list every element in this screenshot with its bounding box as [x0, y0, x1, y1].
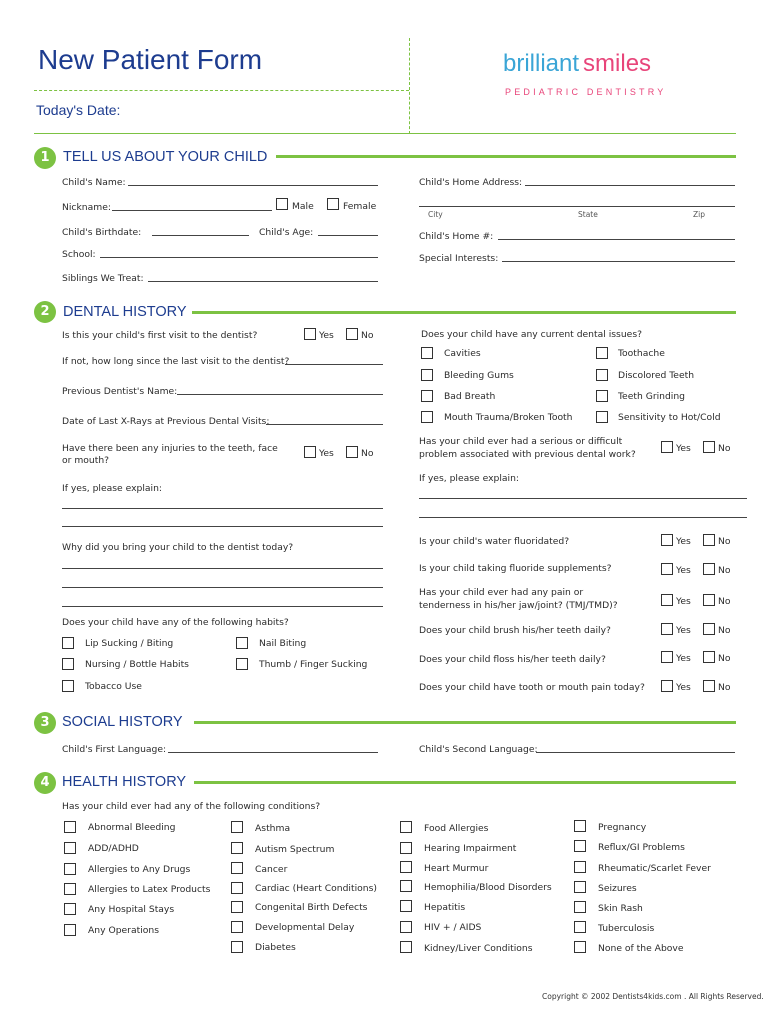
jaw-yes-checkbox[interactable] — [661, 594, 673, 606]
condition-checkbox[interactable] — [231, 921, 243, 933]
condition-checkbox[interactable] — [400, 861, 412, 873]
condition-label: ADD/ADHD — [88, 843, 139, 854]
section-number-4: 4 — [34, 772, 56, 794]
condition-checkbox[interactable] — [574, 881, 586, 893]
condition-checkbox[interactable] — [574, 941, 586, 953]
supplements-yes-checkbox[interactable] — [661, 563, 673, 575]
first-language-label: Child's First Language: — [62, 744, 167, 755]
fluoridated-no-label: No — [718, 536, 731, 547]
issue-checkbox[interactable] — [421, 347, 433, 359]
difficult-question-line-2: problem associated with previous dental work? — [419, 449, 636, 460]
condition-checkbox[interactable] — [400, 900, 412, 912]
condition-checkbox[interactable] — [400, 941, 412, 953]
habit-label: Thumb / Finger Sucking — [259, 659, 368, 670]
habit-label: Nail Biting — [259, 638, 307, 649]
nickname-field[interactable] — [112, 210, 272, 211]
habits-question: Does your child have any of the following habits? — [62, 617, 289, 628]
first-visit-no-label: No — [361, 330, 374, 341]
brush-no-checkbox[interactable] — [703, 623, 715, 635]
section-number-1: 1 — [34, 147, 56, 169]
jaw-no-label: No — [718, 596, 731, 607]
issue-checkbox[interactable] — [596, 390, 608, 402]
first-language-field[interactable] — [168, 752, 378, 753]
issue-label: Toothache — [618, 348, 665, 359]
age-field[interactable] — [318, 235, 378, 236]
brand-logo — [503, 50, 651, 78]
condition-checkbox[interactable] — [574, 901, 586, 913]
floss-yes-label: Yes — [676, 653, 691, 664]
section-2-rule — [192, 311, 736, 314]
condition-label: Cancer — [255, 864, 288, 875]
siblings-field[interactable] — [148, 281, 378, 282]
xrays-label: Date of Last X-Rays at Previous Dental Visits: — [62, 416, 270, 427]
last-visit-question: If not, how long since the last visit to the dentist? — [62, 356, 290, 367]
header-dashed-divider — [34, 90, 409, 91]
condition-checkbox[interactable] — [64, 842, 76, 854]
condition-label: Hemophilia/Blood Disorders — [424, 882, 552, 893]
home-address-line-2[interactable] — [419, 206, 735, 207]
habit-label: Nursing / Bottle Habits — [85, 659, 189, 670]
condition-label: Reflux/GI Problems — [598, 842, 685, 853]
age-label: Child's Age: — [259, 227, 314, 238]
birthdate-field[interactable] — [152, 235, 249, 236]
first-visit-yes-checkbox[interactable] — [304, 328, 316, 340]
header-vertical-divider — [409, 38, 410, 134]
difficult-no-label: No — [718, 443, 731, 454]
difficult-question-line-1: Has your child ever had a serious or difficult — [419, 436, 623, 447]
first-visit-yes-label: Yes — [319, 330, 334, 341]
second-language-field[interactable] — [536, 752, 735, 753]
home-phone-field[interactable] — [498, 239, 735, 240]
prev-dentist-label: Previous Dentist's Name: — [62, 386, 178, 397]
habit-checkbox[interactable] — [62, 658, 74, 670]
childs-name-label: Child's Name: — [62, 177, 126, 188]
condition-label: Hepatitis — [424, 902, 466, 913]
habit-label: Lip Sucking / Biting — [85, 638, 174, 649]
condition-label: Congenital Birth Defects — [255, 902, 368, 913]
condition-checkbox[interactable] — [64, 821, 76, 833]
jaw-no-checkbox[interactable] — [703, 594, 715, 606]
condition-label: Diabetes — [255, 942, 296, 953]
female-checkbox[interactable] — [327, 198, 339, 210]
section-title-social: SOCIAL HISTORY — [62, 714, 183, 730]
condition-label: Asthma — [255, 823, 291, 834]
fluoridated-no-checkbox[interactable] — [703, 534, 715, 546]
condition-label: Developmental Delay — [255, 922, 355, 933]
pain-yes-label: Yes — [676, 682, 691, 693]
issue-label: Teeth Grinding — [618, 391, 686, 402]
home-phone-label: Child's Home #: — [419, 231, 494, 242]
condition-label: Any Hospital Stays — [88, 904, 175, 915]
pain-question: Does your child have tooth or mouth pain today? — [419, 682, 645, 693]
jaw-question-line-2: tenderness in his/her jaw/joint? (TMJ/TMD)? — [419, 600, 618, 611]
condition-checkbox[interactable] — [574, 820, 586, 832]
condition-checkbox[interactable] — [400, 921, 412, 933]
section-4-rule — [194, 781, 736, 784]
habit-label: Tobacco Use — [85, 681, 142, 692]
condition-checkbox[interactable] — [400, 842, 412, 854]
condition-label: Autism Spectrum — [255, 844, 335, 855]
supplements-no-checkbox[interactable] — [703, 563, 715, 575]
habit-checkbox[interactable] — [236, 658, 248, 670]
last-visit-field[interactable] — [285, 364, 383, 365]
prev-dentist-field[interactable] — [177, 394, 383, 395]
jaw-yes-label: Yes — [676, 596, 691, 607]
xrays-field[interactable] — [266, 424, 383, 425]
header-bottom-line — [34, 133, 736, 134]
condition-checkbox[interactable] — [231, 842, 243, 854]
issue-checkbox[interactable] — [421, 369, 433, 381]
condition-label: Hearing Impairment — [424, 843, 517, 854]
injuries-no-checkbox[interactable] — [346, 446, 358, 458]
condition-checkbox[interactable] — [231, 882, 243, 894]
issue-label: Sensitivity to Hot/Cold — [618, 412, 721, 423]
habit-checkbox[interactable] — [62, 680, 74, 692]
condition-label: Any Operations — [88, 925, 159, 936]
todays-date-label: Today's Date: — [36, 102, 121, 118]
issue-label: Bad Breath — [444, 391, 496, 402]
condition-label: Allergies to Any Drugs — [88, 864, 191, 875]
female-label: Female — [343, 201, 377, 212]
siblings-label: Siblings We Treat: — [62, 273, 144, 284]
difficult-explain-line-1[interactable] — [419, 498, 747, 499]
condition-checkbox[interactable] — [574, 921, 586, 933]
condition-label: Abnormal Bleeding — [88, 822, 176, 833]
why-visit-question: Why did you bring your child to the dentist today? — [62, 542, 294, 553]
first-visit-question: Is this your child's first visit to the dentist? — [62, 330, 258, 341]
condition-checkbox[interactable] — [231, 901, 243, 913]
second-language-label: Child's Second Language: — [419, 744, 538, 755]
injuries-yes-checkbox[interactable] — [304, 446, 316, 458]
habit-checkbox[interactable] — [62, 637, 74, 649]
supplements-question: Is your child taking fluoride supplements? — [419, 563, 612, 574]
section-number-2: 2 — [34, 301, 56, 323]
section-3-rule — [194, 721, 736, 724]
issue-label: Mouth Trauma/Broken Tooth — [444, 412, 573, 423]
school-label: School: — [62, 249, 96, 260]
issue-checkbox[interactable] — [596, 369, 608, 381]
jaw-question-line-1: Has your child ever had any pain or — [419, 587, 584, 598]
brush-yes-label: Yes — [676, 625, 691, 636]
pain-no-checkbox[interactable] — [703, 680, 715, 692]
supplements-yes-label: Yes — [676, 565, 691, 576]
interests-label: Special Interests: — [419, 253, 499, 264]
condition-checkbox[interactable] — [400, 821, 412, 833]
logo-subtitle: PEDIATRIC DENTISTRY — [505, 87, 667, 97]
issue-checkbox[interactable] — [421, 390, 433, 402]
floss-question: Does your child floss his/her teeth daily? — [419, 654, 606, 665]
difficult-explain-line-2[interactable] — [419, 517, 747, 518]
issue-checkbox[interactable] — [421, 411, 433, 423]
male-label: Male — [292, 201, 314, 212]
condition-label: Food Allergies — [424, 823, 489, 834]
logo-word-brilliant: brilliant — [503, 50, 580, 77]
section-number-3: 3 — [34, 712, 56, 734]
condition-label: Seizures — [598, 883, 637, 894]
difficult-yes-checkbox[interactable] — [661, 441, 673, 453]
health-question: Has your child ever had any of the following conditions? — [62, 801, 321, 812]
condition-label: Cardiac (Heart Conditions) — [255, 883, 377, 894]
section-title-dental: DENTAL HISTORY — [63, 304, 187, 320]
brush-question: Does your child brush his/her teeth daily? — [419, 625, 611, 636]
condition-checkbox[interactable] — [231, 941, 243, 953]
condition-label: Pregnancy — [598, 822, 647, 833]
injuries-question-line-1: Have there been any injuries to the teeth, face — [62, 443, 278, 454]
brush-no-label: No — [718, 625, 731, 636]
zip-label: Zip — [693, 210, 705, 219]
childs-name-field[interactable] — [128, 185, 378, 186]
birthdate-label: Child's Birthdate: — [62, 227, 142, 238]
first-visit-no-checkbox[interactable] — [346, 328, 358, 340]
condition-checkbox[interactable] — [64, 903, 76, 915]
home-address-field[interactable] — [525, 185, 735, 186]
pain-no-label: No — [718, 682, 731, 693]
section-title-child: TELL US ABOUT YOUR CHILD — [63, 149, 268, 165]
city-label: City — [428, 210, 443, 219]
pain-yes-checkbox[interactable] — [661, 680, 673, 692]
injuries-explain-line-1[interactable] — [62, 508, 383, 509]
brush-yes-checkbox[interactable] — [661, 623, 673, 635]
issue-checkbox[interactable] — [596, 411, 608, 423]
issue-label: Bleeding Gums — [444, 370, 514, 381]
condition-checkbox[interactable] — [64, 924, 76, 936]
home-address-label: Child's Home Address: — [419, 177, 523, 188]
issue-label: Discolored Teeth — [618, 370, 695, 381]
difficult-no-checkbox[interactable] — [703, 441, 715, 453]
section-1-rule — [276, 155, 736, 158]
difficult-explain-label: If yes, please explain: — [419, 473, 520, 484]
why-visit-line-3[interactable] — [62, 606, 383, 607]
logo-word-smiles: smiles — [583, 50, 652, 77]
form-title: New Patient Form — [38, 44, 263, 75]
interests-field[interactable] — [502, 261, 735, 262]
condition-checkbox[interactable] — [64, 883, 76, 895]
school-field[interactable] — [100, 257, 378, 258]
condition-label: Skin Rash — [598, 903, 643, 914]
why-visit-line-2[interactable] — [62, 587, 383, 588]
condition-label: HIV + / AIDS — [424, 922, 482, 933]
condition-label: Heart Murmur — [424, 863, 489, 874]
condition-label: Kidney/Liver Conditions — [424, 943, 533, 954]
injuries-yes-label: Yes — [319, 448, 334, 459]
condition-checkbox[interactable] — [231, 821, 243, 833]
floss-yes-checkbox[interactable] — [661, 651, 673, 663]
condition-checkbox[interactable] — [574, 861, 586, 873]
section-title-health: HEALTH HISTORY — [62, 774, 187, 790]
why-visit-line-1[interactable] — [62, 568, 383, 569]
condition-label: Tuberculosis — [598, 923, 655, 934]
male-checkbox[interactable] — [276, 198, 288, 210]
condition-label: Rheumatic/Scarlet Fever — [598, 863, 711, 874]
fluoridated-yes-checkbox[interactable] — [661, 534, 673, 546]
state-label: State — [578, 210, 598, 219]
injuries-explain-label: If yes, please explain: — [62, 483, 163, 494]
fluoridated-question: Is your child's water fluoridated? — [419, 536, 570, 547]
floss-no-checkbox[interactable] — [703, 651, 715, 663]
condition-checkbox[interactable] — [231, 862, 243, 874]
copyright-text: Copyright © 2002 Dentists4kids.com . All Rights Reserved. — [542, 992, 764, 1001]
difficult-yes-label: Yes — [676, 443, 691, 454]
condition-checkbox[interactable] — [64, 863, 76, 875]
issue-checkbox[interactable] — [596, 347, 608, 359]
condition-label: None of the Above — [598, 943, 684, 954]
issue-label: Cavities — [444, 348, 481, 359]
habit-checkbox[interactable] — [236, 637, 248, 649]
condition-checkbox[interactable] — [400, 880, 412, 892]
nickname-label: Nickname: — [62, 202, 111, 213]
fluoridated-yes-label: Yes — [676, 536, 691, 547]
injuries-explain-line-2[interactable] — [62, 526, 383, 527]
supplements-no-label: No — [718, 565, 731, 576]
floss-no-label: No — [718, 653, 731, 664]
condition-checkbox[interactable] — [574, 840, 586, 852]
dental-issues-question: Does your child have any current dental issues? — [421, 329, 642, 340]
injuries-no-label: No — [361, 448, 374, 459]
injuries-question-line-2: or mouth? — [62, 455, 110, 466]
condition-label: Allergies to Latex Products — [88, 884, 211, 895]
